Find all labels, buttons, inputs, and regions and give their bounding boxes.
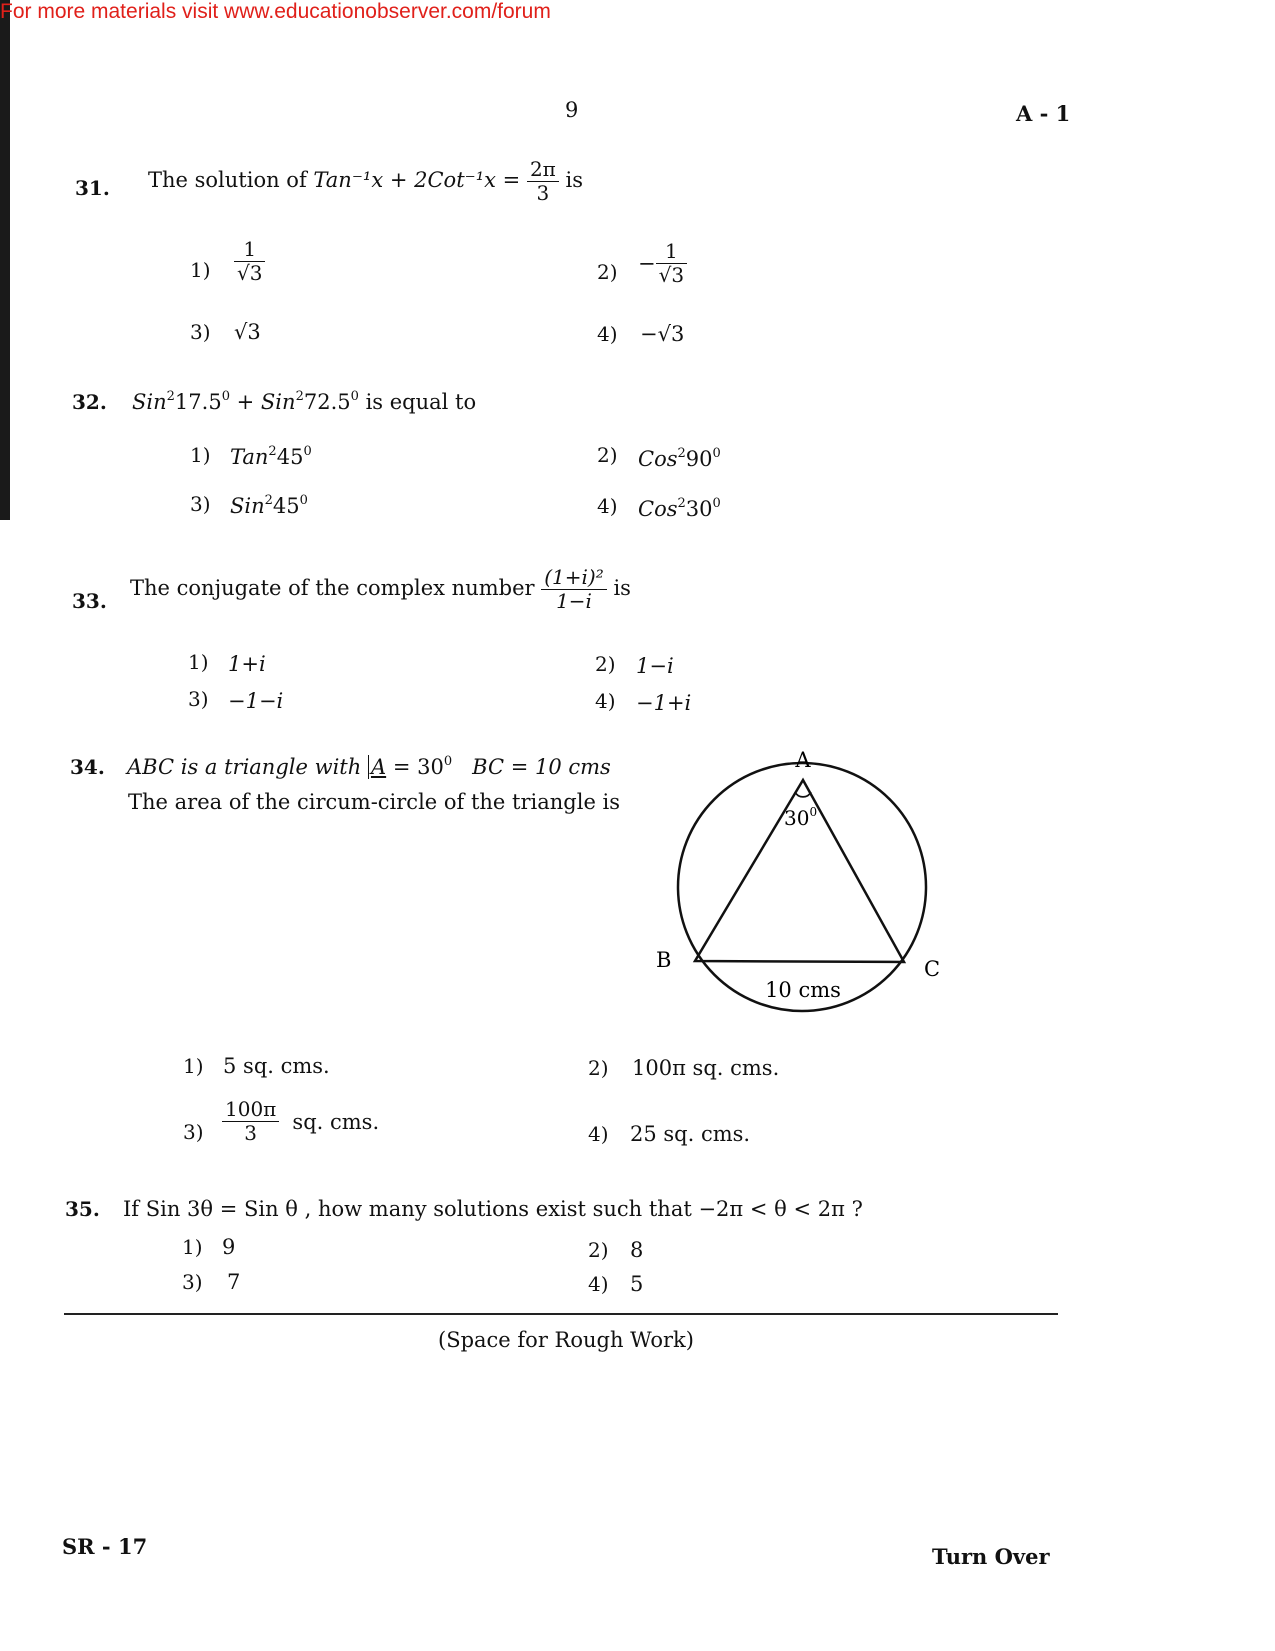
q35-option-4-value: 5	[630, 1272, 644, 1296]
question-31-number: 31.	[75, 176, 110, 200]
paper-code: A - 1	[1016, 101, 1071, 126]
question-31-text: The solution of Tan⁻¹x + 2Cot⁻¹x = $\frac{2\pi}{3}$ is	[148, 157, 583, 205]
vertex-label-c: C	[924, 957, 940, 981]
q33-option-4-label: 4)	[595, 689, 616, 713]
q32-option-4-value: $Cos^230^0$	[638, 496, 721, 521]
circumcircle-figure	[640, 735, 940, 1035]
q31-option-4-value: −√3	[640, 322, 685, 346]
q33-option-2-value: 1−i	[636, 654, 674, 678]
q34-option-3-label: 3)	[183, 1120, 204, 1144]
question-33-number: 33.	[72, 589, 107, 613]
q35-option-3-value: 7	[227, 1270, 241, 1294]
q33-option-1-value: 1+i	[228, 652, 266, 676]
q35-option-3-label: 3)	[182, 1270, 203, 1294]
q32-option-2-label: 2)	[597, 443, 618, 467]
page-edge-shadow	[0, 0, 10, 520]
q31-expression: Tan⁻¹x + 2Cot⁻¹x =	[313, 168, 521, 192]
question-32-text: $Sin^217.5^0 + Sin^272.5^0$ is equal to	[132, 389, 477, 414]
rough-work-label: (Space for Rough Work)	[438, 1328, 694, 1352]
footer-series-code: SR - 17	[62, 1534, 148, 1559]
q33-option-1-label: 1)	[188, 650, 209, 674]
q35-option-1-value: 9	[222, 1235, 236, 1259]
q34-option-1-value: 5 sq. cms.	[223, 1054, 330, 1078]
question-34-line-2: The area of the circum-circle of the triangle is	[128, 790, 621, 814]
rough-work-divider	[64, 1313, 1058, 1315]
question-34-number: 34.	[70, 755, 105, 779]
q31-option-2-label: 2)	[597, 260, 618, 284]
q31-option-3-value: √3	[234, 320, 261, 344]
angle-arc-icon	[795, 792, 811, 797]
q34-option-4-label: 4)	[588, 1122, 609, 1146]
q35-option-1-label: 1)	[182, 1235, 203, 1259]
q31-option-2-value: − $\frac{1}{√3}$	[638, 240, 687, 287]
q35-option-2-value: 8	[630, 1238, 644, 1262]
q32-option-1-label: 1)	[190, 443, 211, 467]
q31-option-3-label: 3)	[190, 320, 211, 344]
question-35-text: If Sin 3θ = Sin θ , how many solutions exist such that −2π < θ < 2π ?	[123, 1197, 863, 1221]
q33-option-2-label: 2)	[595, 652, 616, 676]
q31-option-4-label: 4)	[597, 322, 618, 346]
angle-symbol-A: A	[368, 755, 386, 779]
footer-turn-over: Turn Over	[932, 1544, 1050, 1569]
q32-option-4-label: 4)	[597, 494, 618, 518]
q32-option-3-label: 3)	[190, 492, 211, 516]
question-35-number: 35.	[65, 1197, 100, 1221]
forum-banner[interactable]: For more materials visit www.educationobserver.com/forum	[0, 0, 551, 23]
side-bc-label: 10 cms	[765, 978, 841, 1002]
q31-option-1-label: 1)	[190, 258, 211, 282]
angle-label: $30^0$	[784, 805, 818, 830]
q32-option-1-value: $Tan^245^0$	[230, 444, 312, 469]
question-34-line-1: ABC is a triangle with $A = 30^0$ BC = 10 cms	[127, 754, 611, 779]
q35-option-4-label: 4)	[588, 1272, 609, 1296]
q34-option-2-value: 100π sq. cms.	[632, 1056, 780, 1080]
circumcircle	[678, 763, 926, 1011]
q35-option-2-label: 2)	[588, 1238, 609, 1262]
q31-option-1-value: $\frac{1}{√3}$	[234, 238, 265, 285]
q34-option-1-label: 1)	[183, 1054, 204, 1078]
q31-fraction: $\frac{2\pi}{3}$	[527, 158, 559, 205]
page-number: 9	[565, 98, 579, 122]
question-32-number: 32.	[72, 390, 107, 414]
q33-fraction: $\frac{\text{(1+i)²}}{1-i}$	[541, 566, 607, 613]
vertex-label-b: B	[656, 948, 672, 972]
vertex-label-a: A	[795, 748, 811, 772]
q34-option-2-label: 2)	[588, 1056, 609, 1080]
q33-option-3-value: −1−i	[228, 689, 284, 713]
q34-option-3-value: $\frac{100\pi}{3}$ sq. cms.	[222, 1098, 379, 1145]
q32-option-3-value: $Sin^245^0$	[230, 493, 308, 518]
q34-option-4-value: 25 sq. cms.	[630, 1122, 751, 1146]
q32-option-2-value: $Cos^290^0$	[638, 446, 721, 471]
q33-option-3-label: 3)	[188, 687, 209, 711]
q33-option-4-value: −1+i	[636, 691, 692, 715]
question-33-text: The conjugate of the complex number $\frac{\text{(1+i)²}}{1-i}$ is	[130, 565, 631, 613]
